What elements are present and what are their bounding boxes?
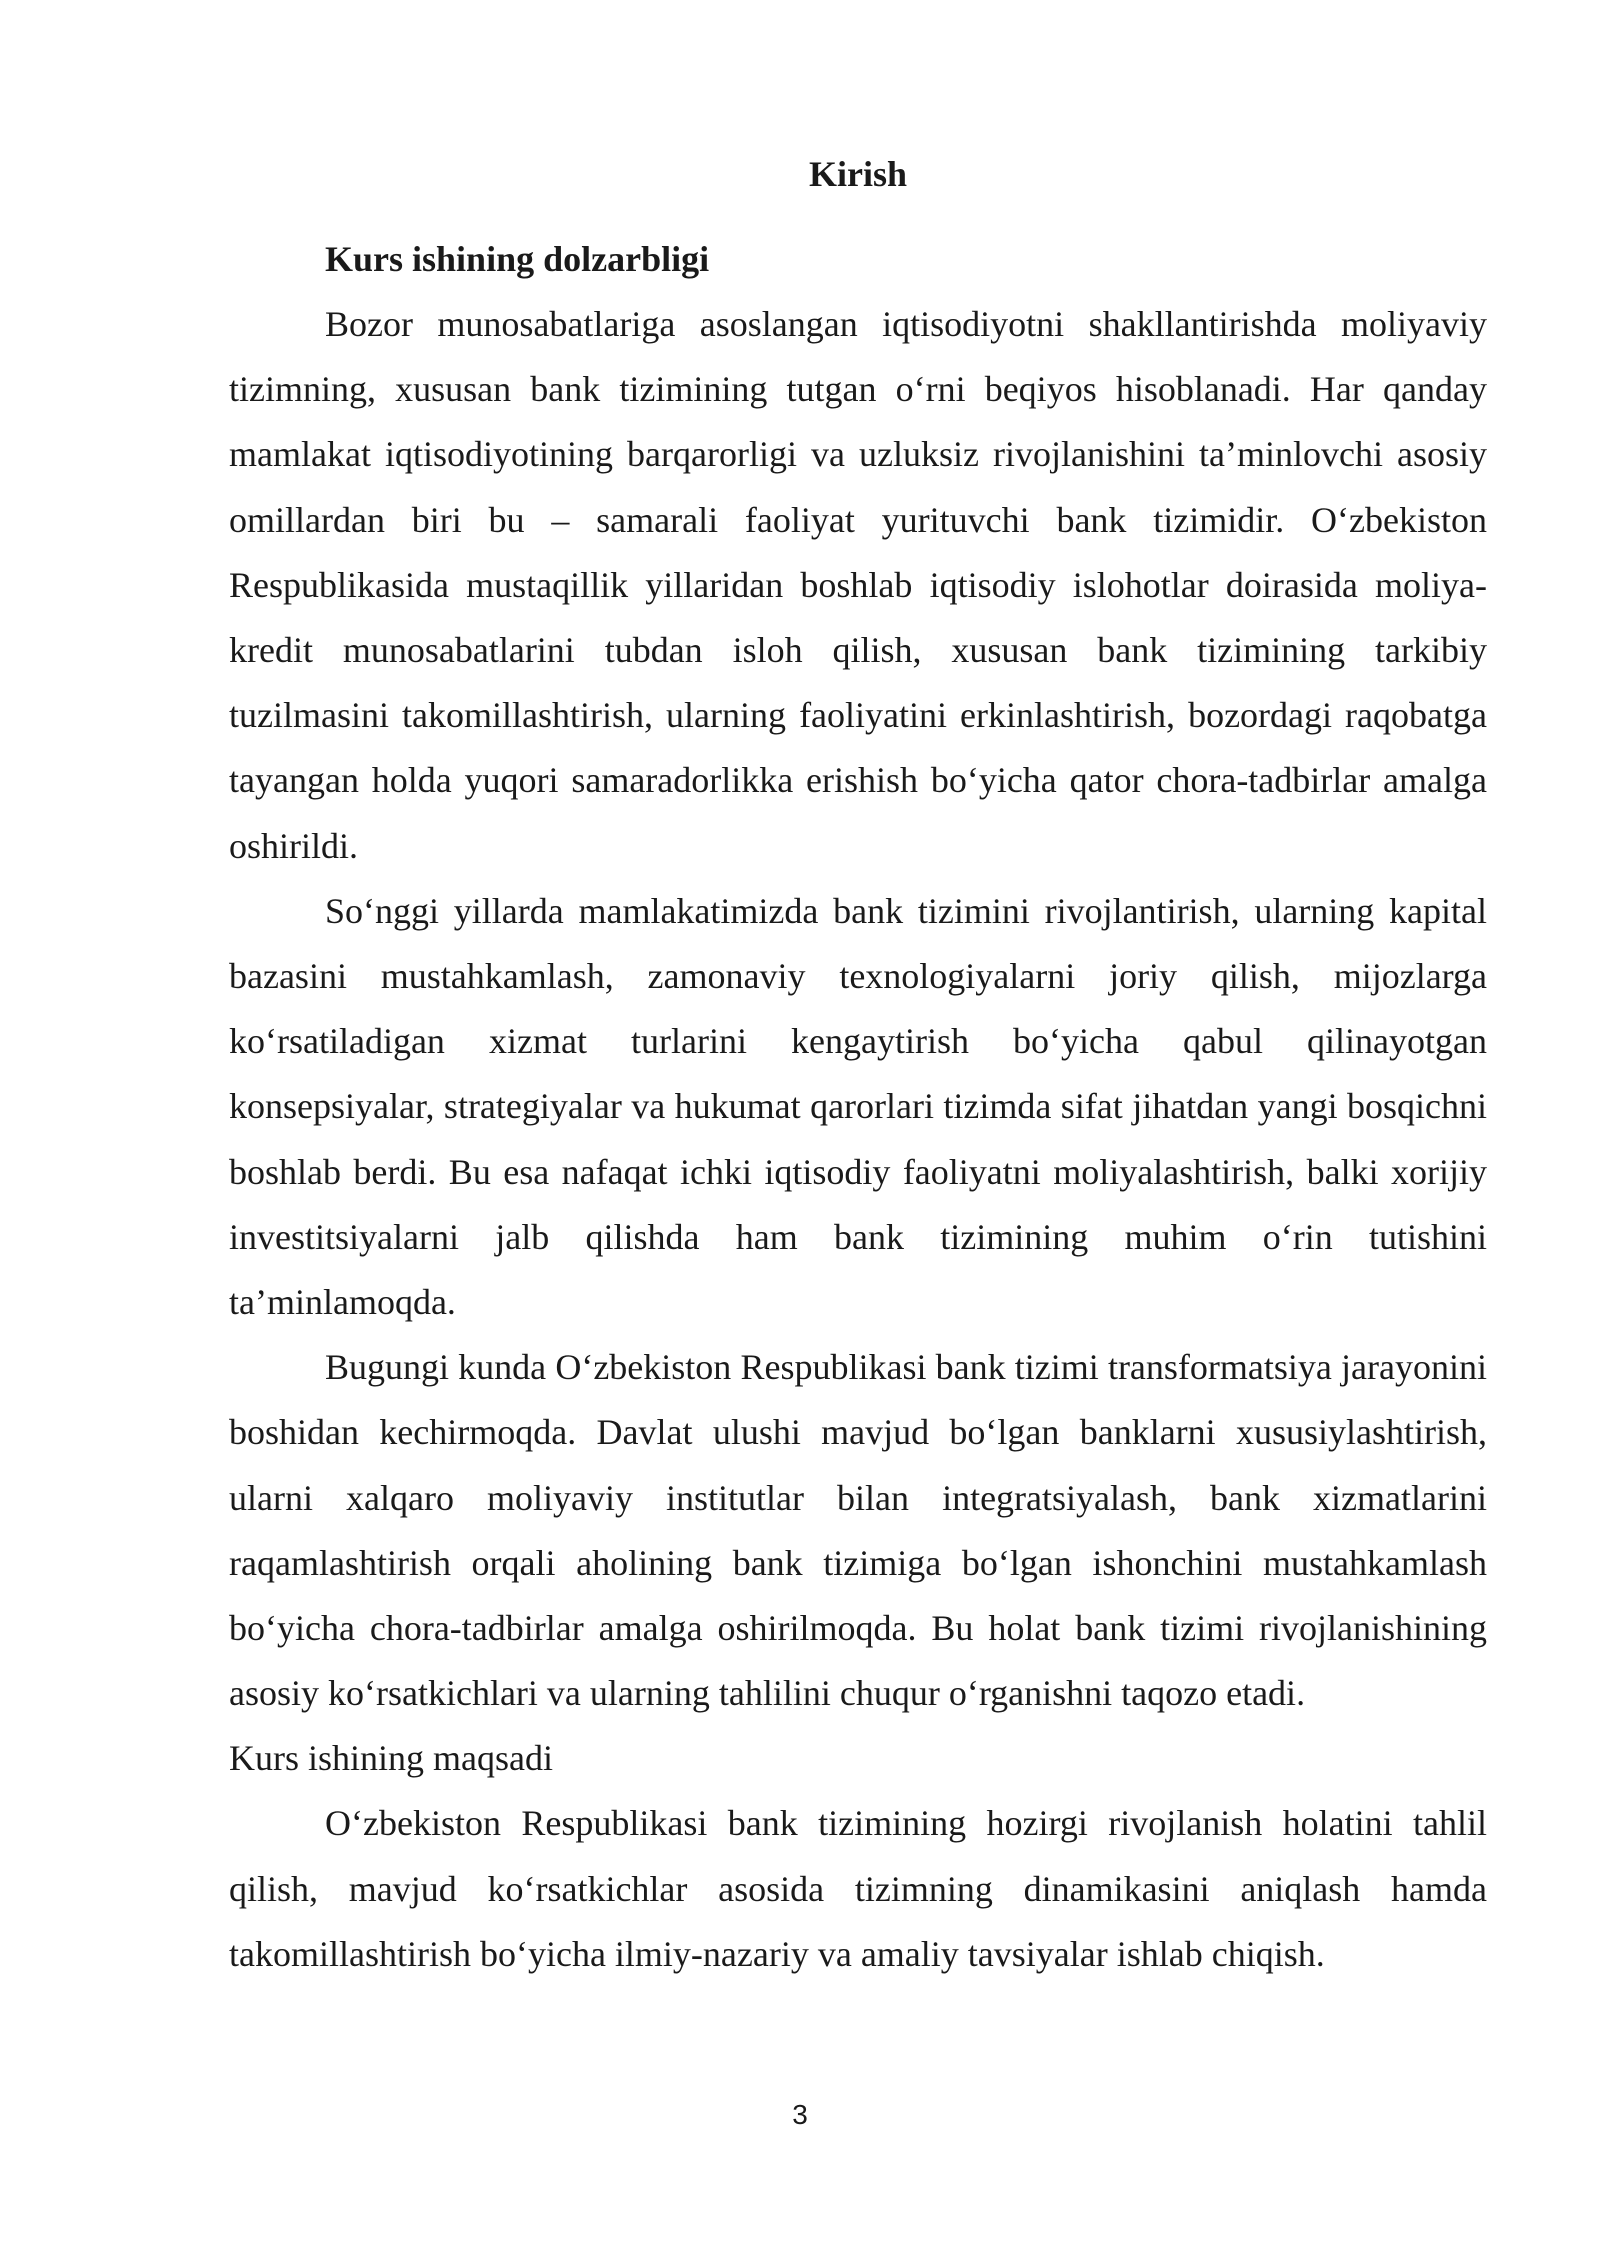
- section-heading-goal: Kurs ishining maqsadi: [229, 1738, 553, 1779]
- paragraph: Bugungi kunda O‘zbekiston Respublikasi bank tizimi transformatsiya jarayonini boshidan kechirmoqda. Davlat ulushi mavjud bo‘lgan banklarni xususiylashtirish, ularni xalqaro moliyaviy institutlar bilan integratsiyalash, bank xizmatlarini raqamlashtirish orqali aholining bank tizimiga bo‘lgan ishonchini mustahkamlash bo‘yicha chora-tadbirlar amalga oshirilmoqda. Bu holat bank tizimi rivojlanishining asosiy ko‘rsatkichlari va ularning tahlilini chuqur o‘rganishni taqozo etadi.: [229, 1347, 1487, 1714]
- section-heading-relevance: Kurs ishining dolzarbligi: [325, 239, 710, 279]
- paragraph: O‘zbekiston Respublikasi bank tizimining hozirgi rivojlanish holatini tahlil qilish, mavjud ko‘rsatkichlar asosida tizimning dinamikasini aniqlash hamda takomillashtirish bo‘yicha ilmiy-nazariy va amaliy tavsiyalar ishlab chiqish.: [229, 1803, 1487, 1974]
- page-content: [229, 142, 1487, 1987]
- page-title: Kirish: [808, 154, 907, 194]
- paragraph: So‘nggi yillarda mamlakatimizda bank tizimini rivojlantirish, ularning kapital bazasini mustahkamlash, zamonaviy texnologiyalarni joriy qilish, mijozlarga ko‘rsatiladigan xizmat turlarini kengaytirish bo‘yicha qabul qilinayotgan konsepsiyalar, strategiyalar va hukumat qarorlari tizimda sifat jihatdan yangi bosqichni boshlab berdi. Bu esa nafaqat ichki iqtisodiy faoliyatni moliyalashtirish, balki xorijiy investitsiyalarni jalb qilishda ham bank tizimining muhim o‘rin tutishini ta’minlamoqda.: [229, 890, 1487, 1323]
- page-number: 3: [792, 2099, 808, 2130]
- paragraph: Bozor munosabatlariga asoslangan iqtisodiyotni shakllantirishda moliyaviy tizimning, xususan bank tizimining tutgan o‘rni beqiyos hisoblanadi. Har qanday mamlakat iqtisodiyotining barqarorligi va uzluksiz rivojlanishini ta’minlovchi asosiy omillardan biri bu – samarali faoliyat yurituvchi bank tizimidir. O‘zbekiston Respublikasida mustaqillik yillaridan boshlab iqtisodiy islohotlar doirasida moliya-kredit munosabatlarini tubdan isloh qilish, xususan bank tizimining tarkibiy tuzilmasini takomillashtirish, ularning faoliyatini erkinlashtirish, bozordagi raqobatga tayangan holda yuqori samaradorlikka erishish bo‘yicha qator chora-tadbirlar amalga oshirildi.: [229, 304, 1487, 866]
